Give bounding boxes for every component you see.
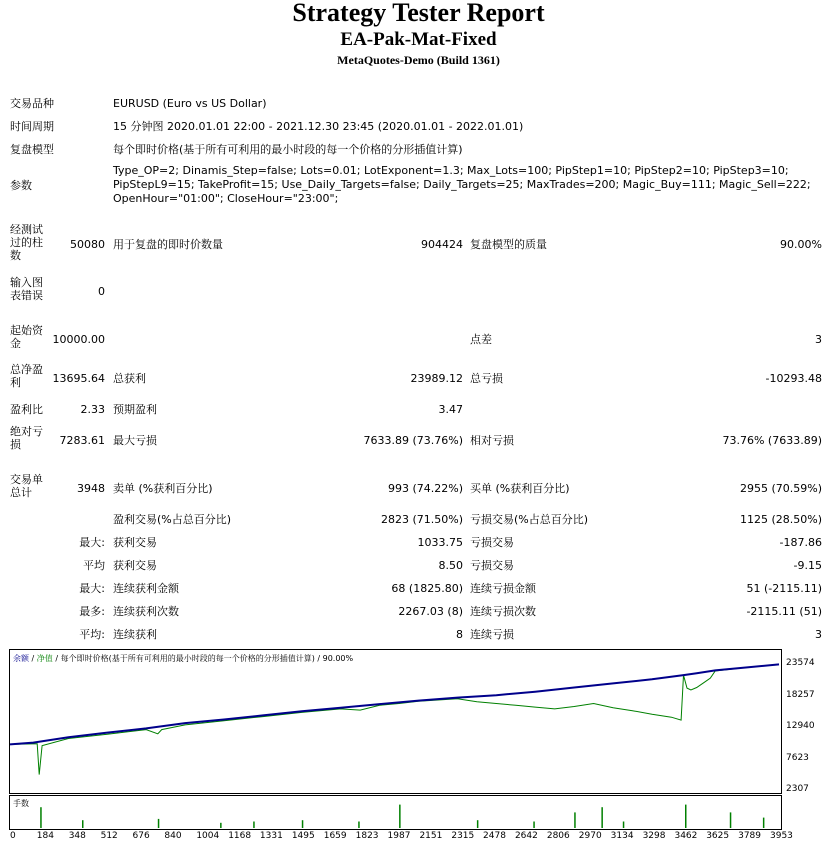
y-tick-label: 12940 — [786, 721, 815, 731]
legend-text: / 每个即时价格(基于所有可利用的最小时段的每一个价格的分形插值计算) / 90.00% — [55, 654, 354, 663]
equity-line — [10, 664, 779, 774]
avg-consec-loss-value: 3 — [815, 628, 822, 641]
symbol-label: 交易品种 — [10, 97, 54, 110]
short-trades-value: 993 (74.22%) — [387, 482, 463, 495]
params-value: Type_OP=2; Dinamis_Step=false; Lots=0.01; LotExponent=1.3; Max_Lots=100; PipStep1=10; PipStep2=10; PipStep3=10; PipStepL9=15; TakeProfit=15; Use_Daily_Targets=false; Daily_Targets=25; MaxTrades=200; Magic_Buy=111; Magic_Sell=222; OpenHour="01:00"; CloseHour="23:00"; — [113, 164, 811, 205]
deposit-label: 起始资金 — [10, 324, 43, 350]
largest-loss-label: 亏损交易 — [470, 536, 514, 549]
x-tick-label: 0 — [10, 831, 16, 841]
lots-bar — [623, 822, 625, 829]
payoff-value: 3.47 — [438, 403, 463, 416]
x-tick-label: 512 — [100, 831, 118, 841]
x-tick-label: 1823 — [355, 831, 379, 841]
long-trades-label: 买单 (%获利百分比) — [470, 482, 570, 495]
x-tick-label: 3462 — [674, 831, 698, 841]
x-tick-label: 2478 — [483, 831, 506, 841]
lots-bar — [685, 805, 687, 828]
lots-chart-plot — [10, 796, 781, 829]
quality-value: 90.00% — [780, 238, 822, 251]
avg-loss-value: -9.15 — [793, 559, 822, 572]
errors-value: 0 — [98, 285, 105, 298]
long-trades-value: 2955 (70.59%) — [739, 482, 822, 495]
x-tick-label: 1331 — [259, 831, 283, 841]
errors-label: 输入图表错误 — [10, 276, 43, 302]
avg-profit-value: 8.50 — [438, 559, 463, 572]
x-tick-label: 2642 — [514, 831, 538, 841]
consec-loss-amount-label: 连续亏损金额 — [470, 582, 536, 595]
x-tick-label: 2970 — [578, 831, 602, 841]
consec-loss-count-label: 连续亏损次数 — [470, 605, 536, 618]
x-tick-label: 2806 — [546, 831, 570, 841]
abs-drawdown-label: 绝对亏损 — [10, 425, 43, 451]
balance-chart-plot — [10, 650, 781, 793]
average2-prefix: 平均: — [79, 628, 105, 641]
rel-drawdown-label: 相对亏损 — [470, 434, 514, 447]
spread-value: 3 — [815, 333, 822, 346]
avg-consec-wins-label: 连续获利 — [113, 628, 157, 641]
ticks-label: 用于复盘的即时价数量 — [113, 238, 223, 251]
symbol-value: EURUSD (Euro vs US Dollar) — [113, 97, 267, 110]
deposit-value: 10000.00 — [52, 333, 105, 346]
short-trades-label: 卖单 (%获利百分比) — [113, 482, 213, 495]
lots-bar — [358, 822, 360, 829]
x-tick-label: 1987 — [387, 831, 411, 841]
total-trades-value: 3948 — [77, 482, 105, 495]
x-tick-label: 3134 — [610, 831, 634, 841]
x-tick-label: 1168 — [228, 831, 252, 841]
period-value: 15 分钟图 2020.01.01 22:00 - 2021.12.30 23:45 (2020.01.01 - 2022.01.01) — [113, 120, 524, 133]
lots-bar — [477, 820, 479, 828]
payoff-label: 预期盈利 — [113, 403, 157, 416]
profit-factor-label: 盈利比 — [10, 403, 43, 416]
loss-trades-value: 1125 (28.50%) — [739, 513, 822, 526]
chart-legend — [13, 653, 353, 664]
bars-value: 50080 — [70, 238, 105, 251]
gross-profit-label: 总获利 — [113, 372, 146, 385]
x-tick-label: 3298 — [642, 831, 666, 841]
max-drawdown-label: 最大亏损 — [113, 434, 157, 447]
lots-bar — [158, 819, 160, 828]
lots-bar — [40, 807, 42, 828]
rel-drawdown-value: 73.76% (7633.89) — [722, 434, 822, 447]
most-prefix: 最多: — [79, 605, 105, 618]
profit-factor-value: 2.33 — [80, 403, 105, 416]
consec-wins-amount-value: 68 (1825.80) — [391, 582, 463, 595]
profit-trades-label: 盈利交易(%占总百分比) — [113, 513, 232, 526]
largest-profit-label: 获利交易 — [113, 536, 157, 549]
profit-trades-value: 2823 (71.50%) — [380, 513, 463, 526]
legend-equity: 净值 — [36, 654, 53, 663]
expert-name: EA-Pak-Mat-Fixed — [340, 29, 497, 50]
lots-bar — [220, 823, 222, 828]
largest-loss-value: -187.86 — [779, 536, 822, 549]
report-title: Strategy Tester Report — [292, 0, 545, 27]
balance-chart — [9, 649, 782, 794]
ticks-value: 904424 — [421, 238, 463, 251]
lots-bar — [763, 818, 765, 828]
net-profit-label: 总净盈利 — [10, 363, 43, 389]
x-tick-label: 840 — [164, 831, 182, 841]
y-tick-label: 18257 — [786, 689, 815, 700]
server-build: MetaQuotes-Demo (Build 1361) — [337, 53, 500, 67]
lots-bar — [601, 807, 603, 828]
net-profit-value: 13695.64 — [52, 372, 105, 385]
x-tick-label: 2315 — [451, 831, 475, 841]
x-tick-label: 1004 — [196, 831, 220, 841]
lots-bar — [533, 822, 535, 829]
total-trades-label: 交易单总计 — [10, 473, 43, 499]
gross-profit-value: 23989.12 — [410, 372, 463, 385]
y-tick-label: 2307 — [786, 784, 809, 794]
consec-wins-amount-label: 连续获利金额 — [113, 582, 179, 595]
avg-consec-wins-value: 8 — [456, 628, 463, 641]
consec-loss-amount-value: 51 (-2115.11) — [746, 582, 822, 595]
x-tick-label: 676 — [132, 831, 150, 841]
loss-trades-label: 亏损交易(%占总百分比) — [470, 513, 589, 526]
lots-bar — [574, 812, 576, 828]
abs-drawdown-value: 7283.61 — [59, 434, 105, 447]
y-tick-label: 23574 — [786, 658, 815, 668]
lots-bar — [399, 805, 401, 828]
model-label: 复盘模型 — [10, 143, 54, 156]
x-tick-label: 348 — [68, 831, 86, 841]
avg-consec-loss-label: 连续亏损 — [470, 628, 514, 641]
period-label: 时间周期 — [10, 120, 54, 133]
gross-loss-value: -10293.48 — [765, 372, 822, 385]
max-prefix: 最大: — [79, 582, 105, 595]
gross-loss-label: 总亏损 — [470, 372, 503, 385]
largest-prefix: 最大: — [79, 536, 105, 549]
model-value: 每个即时价格(基于所有可利用的最小时段的每一个价格的分形插值计算) — [113, 143, 463, 156]
x-tick-label: 184 — [36, 831, 54, 841]
x-tick-label: 1495 — [291, 831, 315, 841]
lots-chart — [9, 795, 782, 830]
consec-wins-count-value: 2267.03 (8) — [398, 605, 463, 618]
x-tick-label: 1659 — [323, 831, 347, 841]
lots-bar — [82, 820, 84, 828]
avg-loss-label: 亏损交易 — [470, 559, 514, 572]
lots-bar — [302, 820, 304, 828]
consec-wins-count-label: 连续获利次数 — [113, 605, 179, 618]
y-tick-label: 7623 — [786, 752, 809, 763]
consec-loss-count-value: -2115.11 (51) — [746, 605, 822, 618]
spread-label: 点差 — [470, 333, 492, 346]
average-prefix: 平均 — [83, 559, 105, 572]
lots-bar — [730, 812, 732, 828]
bars-label: 经测试过的柱数 — [10, 223, 43, 262]
max-drawdown-value: 7633.89 (73.76%) — [363, 434, 463, 447]
quality-label: 复盘模型的质量 — [470, 238, 547, 251]
x-tick-label: 3953 — [770, 831, 793, 841]
x-tick-label: 3625 — [706, 831, 730, 841]
x-tick-label: 3789 — [738, 831, 761, 841]
params-label: 参数 — [10, 179, 32, 192]
legend-sep: / — [31, 654, 35, 663]
largest-profit-value: 1033.75 — [417, 536, 463, 549]
legend-balance: 余额 — [13, 654, 29, 663]
x-tick-label: 2151 — [419, 831, 443, 841]
lots-label: 手数 — [13, 799, 29, 808]
avg-profit-label: 获利交易 — [113, 559, 157, 572]
lots-bar — [253, 822, 255, 829]
